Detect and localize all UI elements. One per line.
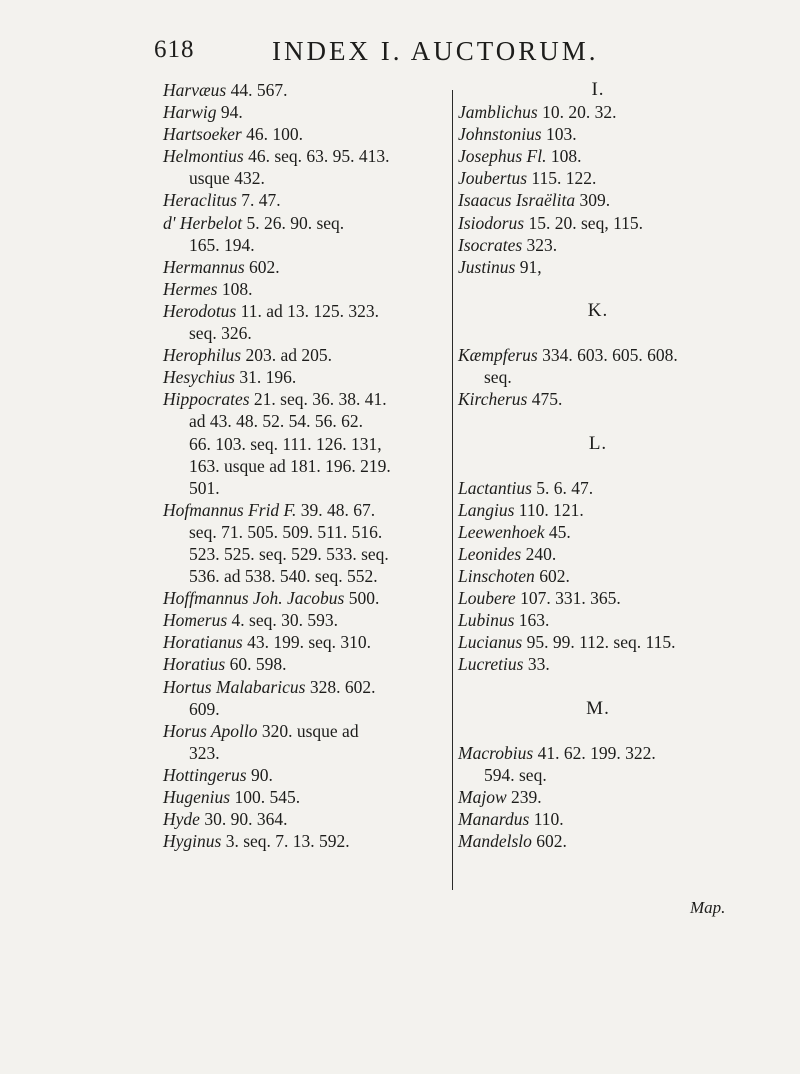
page-references: 500.: [348, 588, 380, 609]
index-entry-continuation: [163, 543, 453, 565]
index-entry: [458, 477, 778, 499]
author-name: Hippocrates: [163, 389, 250, 410]
author-name: Hermannus: [163, 256, 245, 277]
author-name: Hofmannus Frid F.: [163, 499, 297, 520]
running-header: [150, 36, 650, 70]
author-name: Kæmpferus: [458, 345, 538, 366]
author-name: Kircherus: [458, 389, 528, 410]
page-references: 60. 598.: [229, 654, 287, 675]
section-letter: L.: [588, 432, 608, 454]
author-name: Jamblichus: [458, 102, 538, 123]
index-entry: [163, 830, 453, 852]
index-entry: [163, 676, 453, 698]
author-name: Harvæus: [163, 80, 227, 100]
author-name: Isocrates: [458, 234, 523, 255]
page-references: ad 43. 48. 52. 54. 56. 62.: [189, 411, 364, 432]
author-name: Homerus: [163, 610, 228, 631]
author-name: Leonides: [458, 543, 522, 564]
page-references: 107. 331. 365.: [520, 588, 621, 609]
author-name: Lactantius: [458, 477, 532, 498]
index-entry-continuation: [163, 234, 453, 256]
page-references: seq.: [484, 367, 512, 388]
page-references: 323.: [526, 234, 558, 255]
author-name: Horatius: [163, 654, 226, 675]
page-references: 165. 194.: [189, 234, 255, 255]
author-name: Harwig: [163, 102, 217, 123]
index-entry-continuation: [163, 742, 453, 764]
page-references: 203. ad 205.: [245, 345, 333, 366]
author-name: Hyde: [163, 809, 200, 830]
author-name: Hortus Malabaricus: [163, 676, 306, 697]
index-entry: [163, 720, 453, 742]
index-entry: [458, 189, 778, 211]
author-name: Manardus: [458, 809, 530, 830]
index-entry: [458, 786, 778, 808]
page-references: 323.: [189, 742, 220, 763]
page-references: 46. seq. 63. 95. 413.: [248, 146, 390, 167]
page-references: 100. 545.: [234, 787, 301, 807]
page-references: 328. 602.: [309, 676, 376, 697]
section-letter: I.: [591, 79, 605, 100]
page-references: 15. 20. seq, 115.: [528, 212, 644, 233]
page-references: 334. 603. 605. 608.: [542, 345, 678, 366]
author-name: Lucretius: [458, 654, 524, 675]
index-entry: [163, 786, 453, 808]
index-entry: [458, 123, 778, 145]
author-name: Horus Apollo: [163, 720, 258, 741]
page-references: 94.: [220, 102, 243, 123]
index-entry-continuation: [458, 366, 778, 388]
page-references: 501.: [189, 477, 220, 498]
author-name: Hartsoeker: [163, 124, 242, 145]
page-references: 110.: [533, 809, 564, 830]
page-references: 31. 196.: [239, 367, 297, 388]
index-entry-continuation: [163, 322, 453, 344]
page-references: 240.: [525, 543, 557, 564]
index-entry: [458, 587, 778, 609]
page-references: 45.: [548, 521, 571, 542]
index-entry: [163, 79, 453, 101]
index-entry: [458, 234, 778, 256]
author-name: Lubinus: [458, 610, 515, 631]
author-name: d' Herbelot: [163, 212, 243, 233]
page-references: 30. 90. 364.: [204, 809, 288, 830]
index-entry: [458, 499, 778, 521]
index-entry: [458, 631, 778, 653]
author-name: Josephus Fl.: [458, 146, 547, 167]
author-name: Herophilus: [163, 345, 242, 366]
page-references: 239.: [511, 787, 542, 807]
page-references: 4. seq. 30. 593.: [231, 610, 338, 631]
author-name: Langius: [458, 499, 515, 520]
author-name: Majow: [458, 787, 507, 807]
page-references: 5. 26. 90. seq.: [246, 212, 345, 233]
spacer: [458, 676, 778, 698]
index-entry: [458, 609, 778, 631]
author-name: Linschoten: [458, 566, 535, 587]
page-references: 39. 48. 67.: [300, 499, 376, 520]
index-entry: [458, 256, 778, 278]
index-entry: [458, 565, 778, 587]
index-entry: [163, 212, 453, 234]
index-entry: [163, 808, 453, 830]
spacer: [458, 720, 778, 742]
author-name: Loubere: [458, 588, 516, 609]
index-entry: [163, 344, 453, 366]
index-entry: [163, 499, 453, 521]
page-references: 33.: [527, 654, 550, 675]
index-entry-continuation: [163, 433, 453, 455]
index-entry: [458, 167, 778, 189]
index-entry: [458, 653, 778, 675]
author-name: Isiodorus: [458, 212, 525, 233]
page-references: 11. ad 13. 125. 323.: [240, 300, 379, 321]
page-references: 21. seq. 36. 38. 41.: [253, 389, 387, 410]
page-references: 523. 525. seq. 529. 533. seq.: [189, 543, 389, 564]
spacer: [458, 410, 778, 432]
page-references: 475.: [531, 389, 563, 410]
page-references: usque 432.: [189, 168, 265, 189]
spacer: [458, 322, 778, 344]
index-entry-continuation: [163, 455, 453, 477]
section-letter: K.: [587, 299, 609, 321]
index-entry: [458, 145, 778, 167]
author-name: Hermes: [163, 278, 218, 299]
page-references: 103.: [546, 124, 577, 145]
index-entry: [458, 808, 778, 830]
author-name: Mandelslo: [458, 831, 532, 852]
page-references: 320. usque ad: [261, 720, 359, 741]
page-references: 10. 20. 32.: [542, 102, 617, 123]
page-references: 309.: [579, 190, 611, 211]
index-entry: [163, 653, 453, 675]
section-letter: M.: [586, 697, 610, 719]
spacer: [458, 278, 778, 300]
author-name: Leewenhoek: [458, 521, 545, 542]
page-references: 536. ad 538. 540. seq. 552.: [189, 566, 378, 587]
page-references: 44. 567.: [230, 80, 288, 100]
page-references: seq. 326.: [189, 323, 252, 344]
index-entry: [163, 609, 453, 631]
author-name: Lucianus: [458, 632, 523, 653]
page-references: 41. 62. 199. 322.: [537, 742, 656, 763]
index-entry: [163, 631, 453, 653]
page-references: 602.: [539, 566, 570, 587]
index-entry: [458, 742, 778, 764]
page-references: 602.: [536, 831, 567, 852]
page-references: 46. 100.: [246, 124, 303, 145]
index-entry: [163, 300, 453, 322]
spacer: [458, 455, 778, 477]
index-entry: [163, 388, 453, 410]
page-references: 110. 121.: [518, 499, 584, 520]
index-entry-continuation: [163, 477, 453, 499]
index-entry: [163, 366, 453, 388]
author-name: Isaacus Israëlita: [458, 190, 576, 211]
index-entry: [458, 388, 778, 410]
author-name: Horatianus: [163, 632, 243, 653]
page-references: 7. 47.: [241, 190, 281, 211]
page-references: 5. 6. 47.: [536, 477, 594, 498]
right-index-column: [458, 79, 778, 852]
author-name: Hoffmannus Joh. Jacobus: [163, 588, 345, 609]
index-entry: [163, 278, 453, 300]
index-entry: [458, 344, 778, 366]
page-references: 602.: [249, 256, 280, 277]
author-name: Herodotus: [163, 300, 237, 321]
page-references: 43. 199. seq. 310.: [247, 632, 372, 653]
index-entry-continuation: [163, 698, 453, 720]
catchword: Map.: [690, 898, 726, 917]
page-references: 594. seq.: [484, 764, 547, 785]
index-entry: [458, 543, 778, 565]
index-entry: [163, 189, 453, 211]
index-entry: [163, 145, 453, 167]
index-entry: [458, 212, 778, 234]
author-name: Joubertus: [458, 168, 528, 189]
page-references: 91,: [519, 256, 542, 277]
page-references: 95. 99. 112. seq. 115.: [526, 632, 676, 653]
page-references: 163. usque ad 181. 196. 219.: [189, 455, 391, 476]
author-name: Helmontius: [163, 146, 244, 167]
page-references: 115. 122.: [531, 168, 597, 189]
page-references: 3. seq. 7. 13. 592.: [225, 831, 350, 852]
page-number: 618: [154, 36, 195, 63]
author-name: Johnstonius: [458, 124, 542, 145]
index-entry-continuation: [163, 410, 453, 432]
index-entry: [458, 521, 778, 543]
page-references: 163.: [518, 610, 550, 631]
index-entry: [163, 587, 453, 609]
page-references: seq. 71. 505. 509. 511. 516.: [189, 521, 383, 542]
page-references: 108.: [550, 146, 582, 167]
column-divider: [452, 90, 453, 890]
index-entry: [163, 256, 453, 278]
left-index-column: [163, 79, 453, 852]
page-references: 66. 103. seq. 111. 126. 131,: [189, 433, 382, 454]
index-entry: [458, 830, 778, 852]
author-name: Hugenius: [163, 787, 231, 807]
index-entry: [458, 101, 778, 123]
index-entry: [163, 123, 453, 145]
author-name: Justinus: [458, 256, 516, 277]
author-name: Heraclitus: [163, 190, 237, 211]
index-entry: [163, 101, 453, 123]
page-references: 90.: [251, 764, 273, 785]
author-name: Hesychius: [163, 367, 235, 388]
index-entry-continuation: [458, 764, 778, 786]
index-entry-continuation: [163, 565, 453, 587]
page-title: INDEX I. AUCTORUM.: [272, 36, 599, 66]
page-references: 609.: [189, 698, 220, 719]
author-name: Hottingerus: [163, 764, 247, 785]
index-entry-continuation: [163, 521, 453, 543]
author-name: Macrobius: [458, 742, 534, 763]
index-entry-continuation: [163, 167, 453, 189]
author-name: Hyginus: [163, 831, 222, 852]
page-references: 108.: [221, 278, 253, 299]
index-entry: [163, 764, 453, 786]
